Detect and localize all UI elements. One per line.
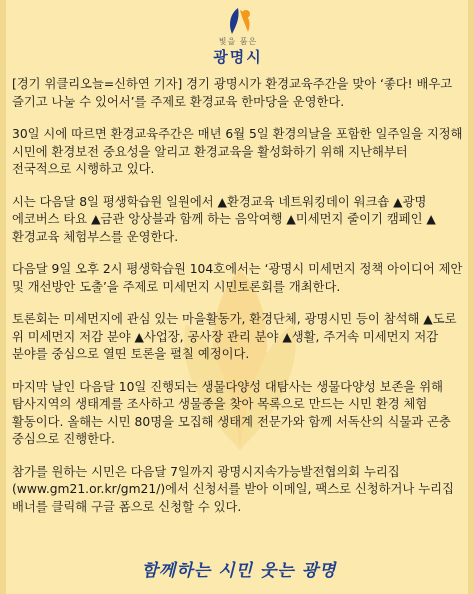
article-paragraph-4: 다음달 9일 오후 2시 평생학습원 104호에서는 ‘광명시 미세먼지 정책 아이디어 제안 및 개선방안 도출’을 주제로 미세먼지 시민토론회를 개최한다. [12, 262, 463, 294]
logo-tagline: 빛을 품은 [218, 37, 258, 46]
article-paragraph-2: 30일 시에 따르면 환경교육주간은 매년 6월 5일 환경의날을 포함한 일주일을 지정해 시민에 환경보전 중요성을 알리고 환경교육을 활성화하기 위해 지난해부터 전국적으로 시행하고 있다. [12, 127, 463, 176]
article-paragraph-6: 마지막 날인 다음달 10일 진행되는 생물다양성 대탐사는 생물다양성 보존을 위해 탐사지역의 생태계를 조사하고 생물종을 찾아 목록으로 만드는 시민 환경 체험 활동이다. 올해는 시민 80명을 모집해 생태계 전문가와 함께 서독산의 식물과 곤충 중심으로 진행한다. [12, 379, 451, 446]
footer-slogan: 함께하는 시민 웃는 광명 [141, 561, 337, 581]
city-logo [178, 6, 298, 68]
article-paragraph-7: 참가를 원하는 시민은 다음달 7일까지 광명시지속가능발전협의회 누리집(www.gm21.or.kr/gm21/)에서 신청서를 받아 이메일, 팩스로 신청하거나 누리집 배너를 클릭해 구글 폼으로 신청할 수 있다. [12, 464, 454, 514]
article-body [12, 76, 464, 531]
article-paragraph-1: [경기 위클리오늘=신하연 기자] 경기 광명시가 환경교육주간을 맞아 ‘좋다! 배우고 즐기고 나눌 수 있어서’를 주제로 환경교육 한마당을 운영한다. [12, 77, 453, 109]
article-paragraph-3: 시는 다음달 8일 평생학습원 일원에서 ▲환경교육 네트워킹데이 워크숍 ▲광명 에코버스 타요 ▲금관 앙상블과 함께 하는 음악여행 ▲미세먼지 줄이기 캠페인 ▲환경교육 체험부스를 운영한다. [12, 194, 436, 244]
article-paragraph-5: 토론회는 미세먼지에 관심 있는 마을활동가, 환경단체, 광명시민 등이 참석해 ▲도로 위 미세먼지 저감 분야 ▲사업장, 공사장 관리 분야 ▲생활, 주거속 미세먼지 저감 분야를 중심으로 열띤 토론을 펼칠 예정이다. [12, 312, 457, 361]
gwangmyeong-city-emblem-icon [218, 6, 258, 36]
logo-city-name: 광명시 [213, 48, 263, 66]
